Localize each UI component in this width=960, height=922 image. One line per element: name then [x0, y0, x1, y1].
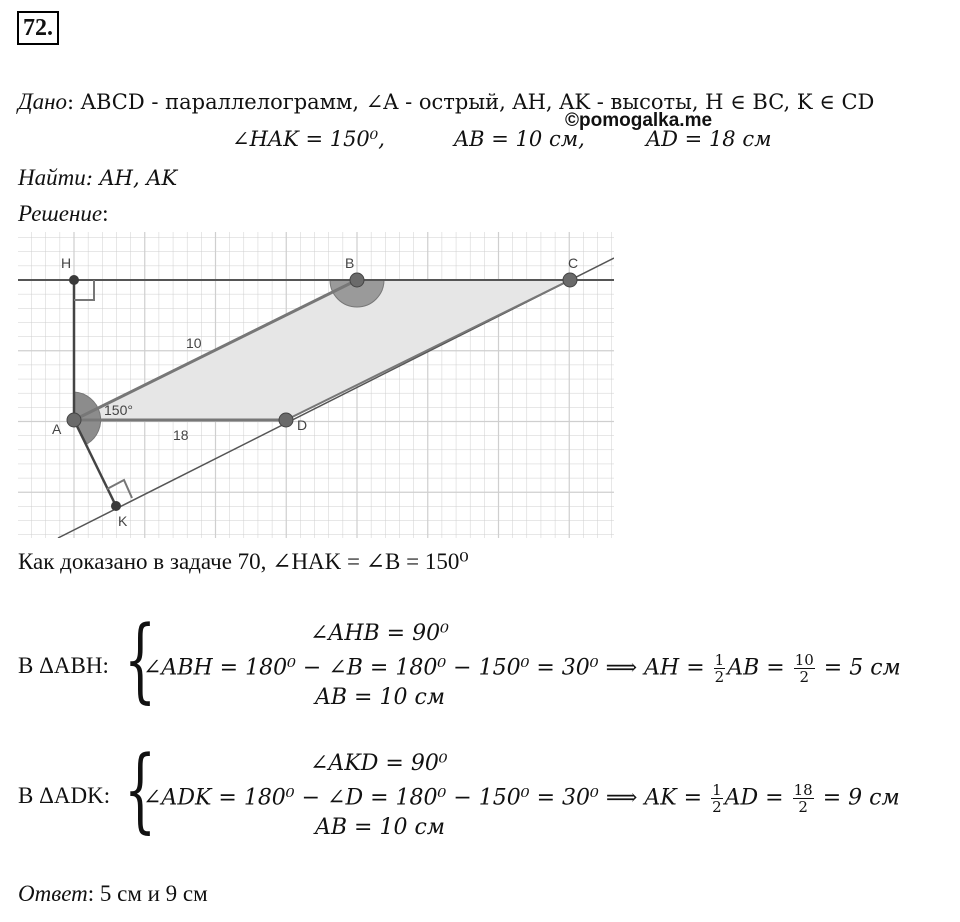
- solution-label: Решение: [18, 201, 103, 226]
- answer-label: Ответ: [18, 881, 88, 906]
- abh-row-2-text: ∠ABH = 180⁰ − ∠B = 180⁰ − 150⁰ = 30⁰: [143, 655, 599, 681]
- point-a: [67, 413, 81, 427]
- adk-row-3: AB = 10 см: [315, 815, 446, 840]
- adk-row-2-text: ∠ADK = 180⁰ − ∠D = 180⁰ − 150⁰ = 30⁰: [143, 785, 599, 811]
- adk-row-1: ∠AKD = 90⁰: [310, 751, 448, 776]
- adk-implies: ⟹ AK =: [605, 785, 703, 811]
- label-a: A: [52, 421, 62, 437]
- point-h: [69, 275, 79, 285]
- point-c: [563, 273, 577, 287]
- abh-fraction: [794, 652, 815, 685]
- given-line-1: [18, 88, 874, 116]
- given-text: : ABCD - параллелограмм, ∠A - острый, AH, AK - высоты, H ∈ BC, K ∈ CD: [67, 90, 875, 114]
- solution-colon: :: [102, 201, 109, 226]
- abh-row-3: AB = 10 см: [315, 685, 446, 710]
- adk-fraction: [793, 782, 814, 815]
- abh-frac-den: 2: [799, 668, 810, 686]
- point-k: [111, 501, 121, 511]
- abh-half-den: 2: [714, 668, 725, 686]
- label-k: K: [118, 513, 128, 529]
- abh-row-1: ∠AHB = 90⁰: [310, 621, 449, 646]
- given-ab: AB = 10 см,: [454, 127, 585, 151]
- label-ab-length: 10: [186, 335, 202, 351]
- abh-frac-num: 10: [794, 651, 814, 669]
- watermark: ©pomogalka.me: [565, 110, 713, 131]
- abh-prefix: В ΔABH:: [18, 653, 109, 678]
- abh-implies: ⟹ AH =: [605, 655, 705, 681]
- adk-half-den: 2: [712, 798, 722, 816]
- label-ad-length: 18: [173, 427, 189, 443]
- given-angle: ∠HAK = 150⁰,: [232, 127, 385, 151]
- abh-result: = 5 см: [823, 655, 901, 681]
- geometry: [18, 258, 614, 538]
- adk-half-fraction: [711, 782, 723, 815]
- answer-line: [18, 880, 208, 908]
- find-label: Найти: [18, 165, 86, 190]
- label-h: H: [61, 255, 72, 271]
- adk-half-num: 1: [712, 781, 722, 799]
- adk-brace: {: [124, 736, 157, 843]
- abh-row-2: [143, 652, 901, 685]
- adk-mid: AD =: [724, 785, 784, 811]
- adk-prefix: В ΔADK:: [18, 783, 111, 808]
- adk-result: = 9 см: [822, 785, 900, 811]
- solution-heading: [18, 200, 109, 228]
- abh-brace: {: [124, 606, 157, 713]
- label-c: C: [568, 255, 579, 271]
- problem-number: 72.: [17, 11, 59, 45]
- proved-line: Как доказано в задаче 70, ∠HAK = ∠B = 150⁰: [18, 549, 469, 574]
- abh-half-num: 1: [714, 651, 725, 669]
- point-d: [279, 413, 293, 427]
- find-line: [18, 164, 177, 192]
- label-angle: 150°: [104, 402, 133, 418]
- parallelogram-diagram: [18, 232, 614, 538]
- find-text: : AH, AK: [85, 166, 178, 190]
- adk-row-2: [143, 782, 900, 815]
- answer-text: : 5 см и 9 см: [87, 881, 208, 906]
- label-d: D: [297, 417, 308, 433]
- adk-frac-num: 18: [793, 781, 813, 799]
- abh-half-fraction: [714, 652, 726, 685]
- label-b: B: [345, 255, 355, 271]
- adk-frac-den: 2: [798, 798, 808, 816]
- given-ad: AD = 18 см: [646, 127, 772, 151]
- abh-mid: AB =: [727, 655, 785, 681]
- point-b: [350, 273, 364, 287]
- given-label: Дано: [18, 89, 68, 114]
- parallelogram-fill: [74, 280, 570, 420]
